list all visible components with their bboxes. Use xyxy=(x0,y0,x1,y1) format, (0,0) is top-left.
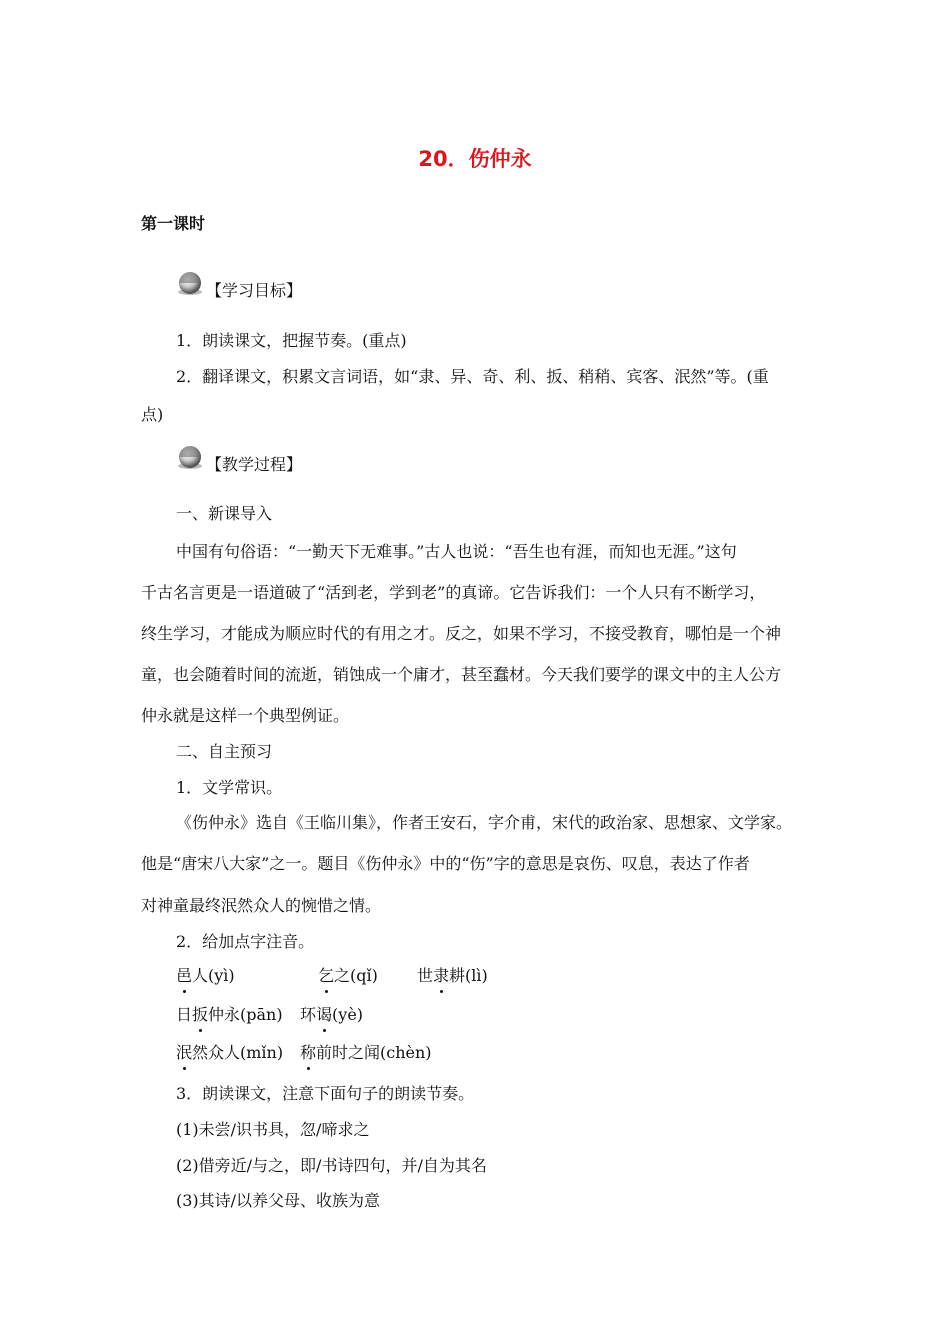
rhythm-line: (2)借旁近/与之，即/书诗四句，并/自为其名 xyxy=(176,1156,487,1175)
paragraph-line: 千古名言更是一语道破了“活到老，学到老”的真谛。它告诉我们：一个人只有不断学习， xyxy=(141,583,766,602)
item2-heading: 2．给加点字注音。 xyxy=(176,932,315,951)
dotted-char: 隶 xyxy=(433,963,449,986)
paragraph-line: 对神童最终泯然众人的惋惜之情。 xyxy=(141,896,382,915)
dotted-char: 谒 xyxy=(316,1002,332,1025)
part1-heading: 一、新课导入 xyxy=(176,504,273,523)
item3-heading: 3．朗读课文，注意下面句子的朗读节奏。 xyxy=(176,1084,475,1103)
pinyin-entry: 日扳仲永(pān) xyxy=(176,1002,283,1025)
ball-icon xyxy=(176,444,204,470)
paragraph-line: 他是“唐宋八大家”之一。题目《伤仲永》中的“伤”字的意思是哀伤、叹息，表达了作者 xyxy=(141,854,750,873)
page-title: 20．伤仲永 xyxy=(418,147,532,171)
pinyin-entry: 泯然众人(mǐn) xyxy=(176,1040,283,1063)
dotted-char: 扳 xyxy=(192,1002,208,1025)
section-learning-objectives xyxy=(176,264,302,301)
paragraph-line: 终生学习，才能成为顺应时代的有用之才。反之，如果不学习，不接受教育，哪怕是一个神 xyxy=(141,624,782,643)
pinyin-entry: 邑人(yì) xyxy=(176,963,235,986)
part2-heading: 二、自主预习 xyxy=(176,742,273,761)
section-teaching-process xyxy=(176,438,302,475)
paragraph-line: 中国有句俗语：“一勤天下无难事。”古人也说：“吾生也有涯，而知也无涯。”这句 xyxy=(176,542,737,561)
section-heading: 【教学过程】 xyxy=(206,455,303,474)
dotted-char: 乞 xyxy=(318,963,334,986)
paragraph-line: 《伤仲永》选自《王临川集》，作者王安石，字介甫，宋代的政治家、思想家、文学家。 xyxy=(176,813,793,832)
lesson-label: 第一课时 xyxy=(141,214,206,233)
rhythm-line: (3)其诗/以养父母、收族为意 xyxy=(176,1191,381,1210)
pinyin-entry: 环谒(yè) xyxy=(300,1002,363,1025)
pinyin-entry: 称前时之闻(chèn) xyxy=(300,1040,432,1063)
dotted-char: 邑 xyxy=(176,963,192,986)
rhythm-line: (1)未尝/识书具，忽/啼求之 xyxy=(176,1120,370,1139)
pinyin-entry: 世隶耕(lì) xyxy=(417,963,488,986)
objective-2-cont: 点) xyxy=(141,405,164,424)
dotted-char: 泯 xyxy=(176,1040,192,1063)
section-heading: 【学习目标】 xyxy=(206,281,303,300)
paragraph-line: 童，也会随着时间的流逝，销蚀成一个庸才，甚至蠢材。今天我们要学的课文中的主人公方 xyxy=(141,665,782,684)
pinyin-entry: 乞之(qǐ) xyxy=(318,963,378,986)
objective-1: 1．朗读课文，把握节奏。(重点) xyxy=(176,331,407,350)
dotted-char: 称 xyxy=(300,1040,316,1063)
objective-2: 2．翻译课文，积累文言词语，如“隶、异、奇、利、扳、稍稍、宾客、泯然”等。(重 xyxy=(176,367,769,386)
item1-heading: 1．文学常识。 xyxy=(176,778,283,797)
paragraph-line: 仲永就是这样一个典型例证。 xyxy=(141,706,350,725)
ball-icon xyxy=(176,270,204,296)
